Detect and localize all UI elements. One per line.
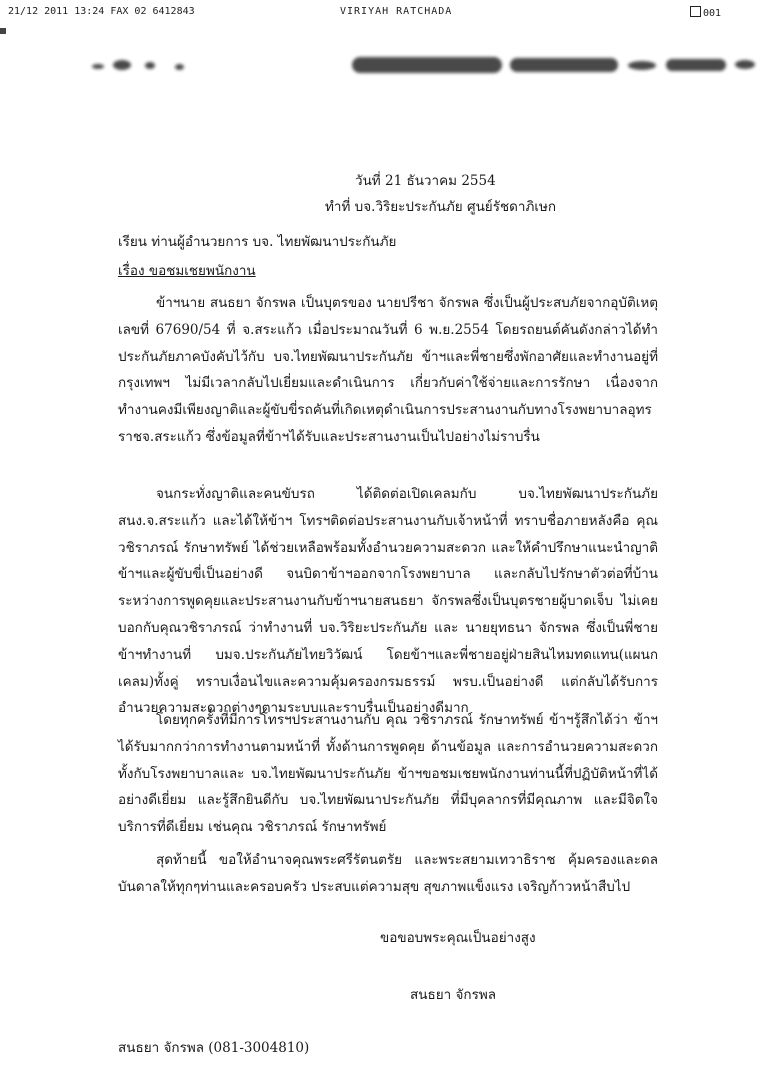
smudge [92, 64, 104, 69]
smudge [352, 57, 502, 73]
body-paragraph-1 [118, 290, 658, 451]
letter-contact: สนธยา จักรพล (081-3004810) [118, 1040, 310, 1056]
paragraph-text: จนกระทั่งญาติและคนขับรถ ได้ติดต่อเปิดเคลมกับ บจ.ไทยพัฒนาประกันภัย สนง.จ.สระแก้ว และได้ให้ข้าฯ โทรฯติดต่อประสานงานกับเจ้าหน้าที่ ทราบชื่อภายหลังคือ คุณ วชิราภรณ์ รักษาทรัพย์ ได้ช่วยเหลือพร้อมทั้งอำนวยความสะดวก และให้คำปรึกษาแนะนำญาติข้าฯและผู้ขับขี่เป็นอย่างดี จนบิดาข้าฯออกจากโรงพยาบาล และกลับไปรักษาตัวต่อที่บ้าน ระหว่างการพูดคุยและประสานงานกับข้าฯนายสนธยา จักรพลซึ่งเป็นบุตรชายผู้บาดเจ็บ ไม่เคยบอกกับคุณวชิราภรณ์ ว่าทำงานที่ บจ.วิริยะประกันภัย และ นายยุทธนา จักรพล ซึ่งเป็นพี่ชายข้าฯทำงานที่ บมจ.ประกันภัยไทยวิวัฒน์ โดยข้าฯและพี่ชายอยู่ฝ่ายสินไหมทดแทน(แผนกเคลม)ทั้งคู่ ทราบเงื่อนไขและความคุ้มครองกรมธรรม์ พรบ.เป็นอย่างดี แต่กลับได้รับการอำนวยความสะดวกต่างๆตามระบบและราบรื่นเป็นอย่างดีมาก [118, 486, 658, 717]
body-paragraph-3 [118, 707, 658, 841]
smudge [666, 59, 726, 71]
body-paragraph-2 [118, 481, 658, 722]
paragraph-text: สุดท้ายนี้ ขอให้อำนาจคุณพระศรีรัตนตรัย และพระสยามเทวาธิราช คุ้มครองและดลบันดาลให้ทุกๆท่านและครอบครัว ประสบแต่ความสุข สุขภาพแข็งแรง เจริญก้าวหน้าสืบไป [118, 852, 658, 895]
smudge [145, 62, 155, 69]
fax-page-number-text: 001 [703, 8, 722, 19]
edge-mark [0, 28, 6, 34]
paragraph-text: ข้าฯนาย สนธยา จักรพล เป็นบุตรของ นายปรีชา จักรพล ซึ่งเป็นผู้ประสบภัยจากอุบัติเหตุ เลขที่ 67690/54 ที่ จ.สระแก้ว เมื่อประมาณวันที่ 6 พ.ย.2554 โดยรถยนต์คันดังกล่าวได้ทำประกันภัยภาคบังคับไว้กับ บจ.ไทยพัฒนาประกันภัย ข้าฯและพี่ชายซึ่งพักอาศัยและทำงานอยู่ที่กรุงเทพฯ ไม่มีเวลากลับไปเยี่ยมและดำเนินการ เกี่ยวกับค่าใช้จ่ายและการรักษา เนื่องจากทำงานคงมีเพียงญาติและผู้ขับขี่รถคันที่เกิดเหตุดำเนินการประสานงานกับทางโรงพยาบาลอุทรราชจ.สระแก้ว ซึ่งข้อมูลที่ข้าฯได้รับและประสานงานเป็นไปอย่างไม่ราบรื่น [118, 295, 658, 445]
smudge [175, 64, 184, 70]
smudge [510, 58, 618, 72]
fax-page-number [690, 6, 721, 19]
letter-closing: ขอขอบพระคุณเป็นอย่างสูง [380, 930, 536, 946]
letter-place: ทำที่ บจ.วิริยะประกันภัย ศูนย์รัชดาภิเษก [325, 199, 557, 215]
page-icon [690, 6, 701, 17]
letter-salutation: เรียน ท่านผู้อำนวยการ บจ. ไทยพัฒนาประกันภัย [118, 234, 397, 250]
letter-signature: สนธยา จักรพล [410, 987, 496, 1003]
subject-label: เรื่อง ขอชมเชยพนักงาน [118, 263, 256, 279]
letter-date: วันที่ 21 ธันวาคม 2554 [355, 173, 496, 189]
smudge [735, 60, 755, 69]
smudge [113, 60, 131, 70]
letter-subject [118, 258, 256, 284]
fax-sender: VIRIYAH RATCHADA [340, 6, 453, 17]
smudge [628, 61, 656, 70]
paragraph-text: โดยทุกครั้งที่มีการโทรฯประสานงานกับ คุณ วชิราภรณ์ รักษาทรัพย์ ข้าฯรู้สึกได้ว่า ข้าฯได้รับมากกว่าการทำงานตามหน้าที่ ทั้งด้านการพูดคุย ด้านข้อมูล และการอำนวยความสะดวก ทั้งกับโรงพยาบาลและ บจ.ไทยพัฒนาประกันภัย ข้าฯขอชมเชยพนักงานท่านนี้ที่ปฏิบัติหน้าที่ได้อย่างดีเยี่ยม และรู้สึกยินดีกับ บจ.ไทยพัฒนาประกันภัย ที่มีบุคลากรที่มีคุณภาพ และมีจิตใจบริการที่ดีเยี่ยม เช่นคุณ วชิราภรณ์ รักษาทรัพย์ [118, 712, 658, 836]
fax-datetime: 21/12 2011 13:24 FAX 02 6412843 [8, 6, 195, 17]
body-paragraph-4 [118, 847, 658, 901]
